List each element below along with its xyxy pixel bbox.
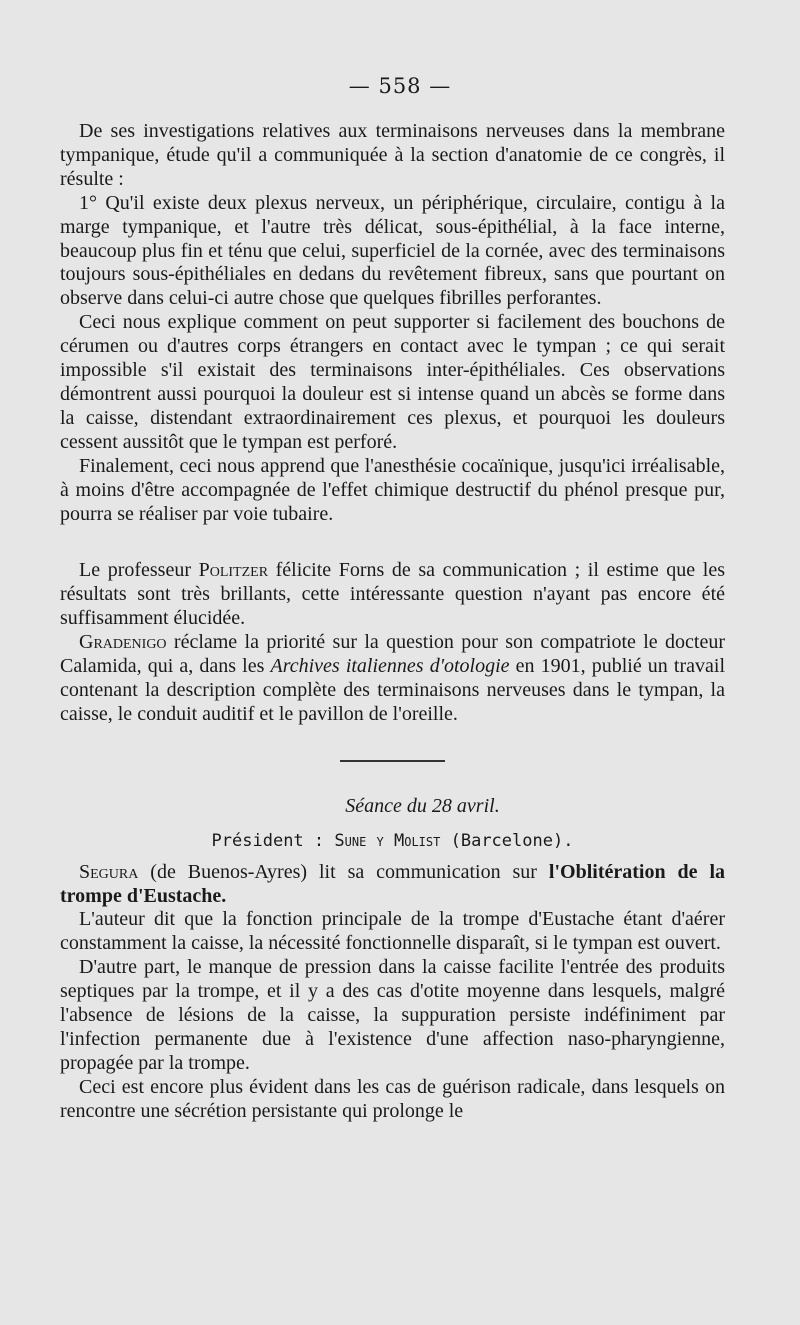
paragraph: D'autre part, le manque de pression dans la caisse facilite l'entrée des produits septiques par la trompe, et il y a des cas d'otite moyenne dans lesquels, malgré l'absence de lésions de la caisse, la suppuration persiste indéfiniment par l'infection permanente due à l'existence d'une affection naso-pharyngienne, propagée par la trompe. [60, 956, 725, 1074]
segura-paragraph: Segura (de Buenos-Ayres) lit sa communication sur l'Oblitération de la trompe d'Eustache. [60, 860, 726, 907]
communication-title: l'Oblitération de la trompe d'Eustache. [60, 860, 726, 907]
paragraph: 1° Qu'il existe deux plexus nerveux, un périphérique, circulaire, contigu à la marge tympanique, et l'autre très délicat, sous-épithélial, à la face interne, beaucoup plus fin et ténu que celui, superficiel de la cornée, avec des terminaisons toujours sous-épithéliales en dedans du revêtement fibreux, sans que pourtant on observe dans celui-ci autre chose que quelques fibrilles perforantes. [60, 191, 725, 310]
paragraph: L'auteur dit que la fonction principale de la trompe d'Eustache étant d'aérer constamment la caisse, la nécessité fonctionnelle disparaît, si le tympan est ouvert. [60, 908, 725, 955]
speaker-name: Segura [79, 860, 139, 883]
president-line: Président : Sune y Molist (Barcelone). [211, 830, 574, 851]
page-number: — 558 — [348, 74, 452, 98]
speaker-name: Politzer [198, 559, 269, 582]
politzer-paragraph: Le professeur Politzer félicite Forns de sa communication ; il estime que les résultats sont très brillants, cette intéressante question n'ayant pas encore été suffisamment élucidée. [60, 559, 725, 630]
journal-title: Archives italiennes d'otologie [270, 655, 510, 678]
paragraph: Finalement, ceci nous apprend que l'anesthésie cocaïnique, jusqu'ici irréalisable, à moins d'être accompagnée de l'effet chimique destructif du phénol presque pur, pourra se réaliser par voie tubaire. [60, 454, 725, 525]
paragraph: De ses investigations relatives aux terminaisons nerveuses dans la membrane tympanique, étude qu'il a communiquée à la section d'anatomie de ce congrès, il résulte : [60, 120, 725, 190]
gradenigo-paragraph: Gradenigo réclame la priorité sur la question pour son compatriote le docteur Calamida, qui a, dans les Archives italiennes d'otologie en 1901, publié un travail contenant la description complète des terminaisons nerveuses dans le tympan, la caisse, le conduit auditif et le pavillon de l'oreille. [60, 631, 725, 725]
paragraph: Ceci est encore plus évident dans les cas de guérison radicale, dans lesquels on rencontre une sécrétion persistante qui prolonge le [60, 1075, 725, 1122]
paragraph: Ceci nous explique comment on peut supporter si facilement des bouchons de cérumen ou d'autres corps étrangers en contact avec le tympan ; ce qui serait impossible s'il existait des terminaisons inter-épithéliales. Ces observations démontrent aussi pourquoi la douleur est si intense quand un abcès se forme dans la caisse, distendant extraordinairement ces plexus, et pourquoi les douleurs cessent aussitôt que le tympan est perforé. [60, 311, 725, 453]
speaker-name: Gradenigo [79, 631, 167, 654]
body-text [60, 120, 725, 1124]
session-heading: Séance du 28 avril. [345, 794, 500, 817]
